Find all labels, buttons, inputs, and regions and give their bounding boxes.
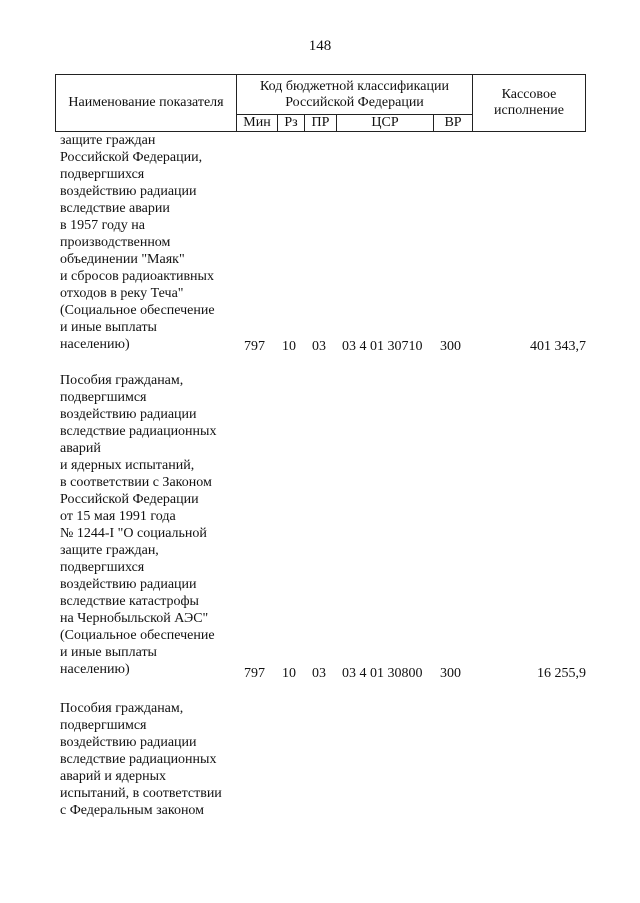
name-line: защите граждан, bbox=[60, 543, 159, 558]
header-cash-execution-column: Кассовое исполнение bbox=[472, 74, 586, 132]
cell-vr: 300 bbox=[440, 339, 461, 354]
header-sub-min: Мин bbox=[236, 114, 278, 132]
name-line: объединении "Маяк" bbox=[60, 252, 185, 267]
name-line: № 1244-I "О социальной bbox=[60, 526, 207, 541]
name-line: отходов в реку Теча" bbox=[60, 286, 184, 301]
name-line: производственном bbox=[60, 235, 171, 250]
name-line: защите граждан bbox=[60, 133, 156, 148]
name-line: (Социальное обеспечение bbox=[60, 628, 215, 643]
name-line: подвергшимся bbox=[60, 718, 147, 733]
cell-csr: 03 4 01 30800 bbox=[342, 666, 423, 681]
cell-amount: 16 255,9 bbox=[537, 666, 586, 681]
cell-rz: 10 bbox=[282, 666, 296, 681]
table-row bbox=[0, 372, 640, 692]
name-line: аварий и ядерных bbox=[60, 769, 167, 784]
header-sub-pr: ПР bbox=[304, 114, 337, 132]
name-line: (Социальное обеспечение bbox=[60, 303, 215, 318]
cell-vr: 300 bbox=[440, 666, 461, 681]
name-line: вследствие радиационных bbox=[60, 424, 217, 439]
name-line: подвергшихся bbox=[60, 167, 145, 182]
cell-min: 797 bbox=[244, 666, 265, 681]
name-line: и иные выплаты bbox=[60, 320, 157, 335]
name-line: вследствие радиационных bbox=[60, 752, 217, 767]
name-line: на Чернобыльской АЭС" bbox=[60, 611, 209, 626]
name-line: с Федеральным законом bbox=[60, 803, 205, 818]
row-name bbox=[60, 372, 240, 678]
name-line: Пособия гражданам, bbox=[60, 373, 184, 388]
name-line: Российской Федерации bbox=[60, 492, 199, 507]
cell-csr: 03 4 01 30710 bbox=[342, 339, 423, 354]
name-line: в 1957 году на bbox=[60, 218, 145, 233]
header-budget-code-group: Код бюджетной классификации Российской Федерации bbox=[236, 74, 473, 115]
name-line: воздействию радиации bbox=[60, 577, 197, 592]
table-row bbox=[0, 700, 640, 830]
name-line: и сбросов радиоактивных bbox=[60, 269, 214, 284]
name-line: испытаний, в соответствии bbox=[60, 786, 222, 801]
table-row bbox=[0, 132, 640, 362]
cell-pr: 03 bbox=[312, 339, 326, 354]
name-line: населению) bbox=[60, 662, 130, 677]
row-name bbox=[60, 700, 240, 819]
name-line: в соответствии с Законом bbox=[60, 475, 212, 490]
name-line: от 15 мая 1991 года bbox=[60, 509, 176, 524]
header-sub-vr: ВР bbox=[433, 114, 473, 132]
cell-min: 797 bbox=[244, 339, 265, 354]
name-line: воздействию радиации bbox=[60, 184, 197, 199]
name-line: населению) bbox=[60, 337, 130, 352]
name-line: аварий bbox=[60, 441, 101, 456]
cell-pr: 03 bbox=[312, 666, 326, 681]
header-sub-rz: Рз bbox=[277, 114, 305, 132]
name-line: воздействию радиации bbox=[60, 407, 197, 422]
name-line: Российской Федерации, bbox=[60, 150, 203, 165]
page-number: 148 bbox=[308, 38, 332, 54]
name-line: вследствие аварии bbox=[60, 201, 170, 216]
name-line: и ядерных испытаний, bbox=[60, 458, 195, 473]
name-line: и иные выплаты bbox=[60, 645, 157, 660]
row-name bbox=[60, 132, 240, 353]
cell-amount: 401 343,7 bbox=[530, 339, 586, 354]
header-sub-csr: ЦСР bbox=[336, 114, 434, 132]
header-name-column: Наименование показателя bbox=[55, 74, 237, 132]
name-line: подвергшихся bbox=[60, 560, 145, 575]
name-line: воздействию радиации bbox=[60, 735, 197, 750]
name-line: Пособия гражданам, bbox=[60, 701, 184, 716]
name-line: подвергшимся bbox=[60, 390, 147, 405]
cell-rz: 10 bbox=[282, 339, 296, 354]
name-line: вследствие катастрофы bbox=[60, 594, 199, 609]
